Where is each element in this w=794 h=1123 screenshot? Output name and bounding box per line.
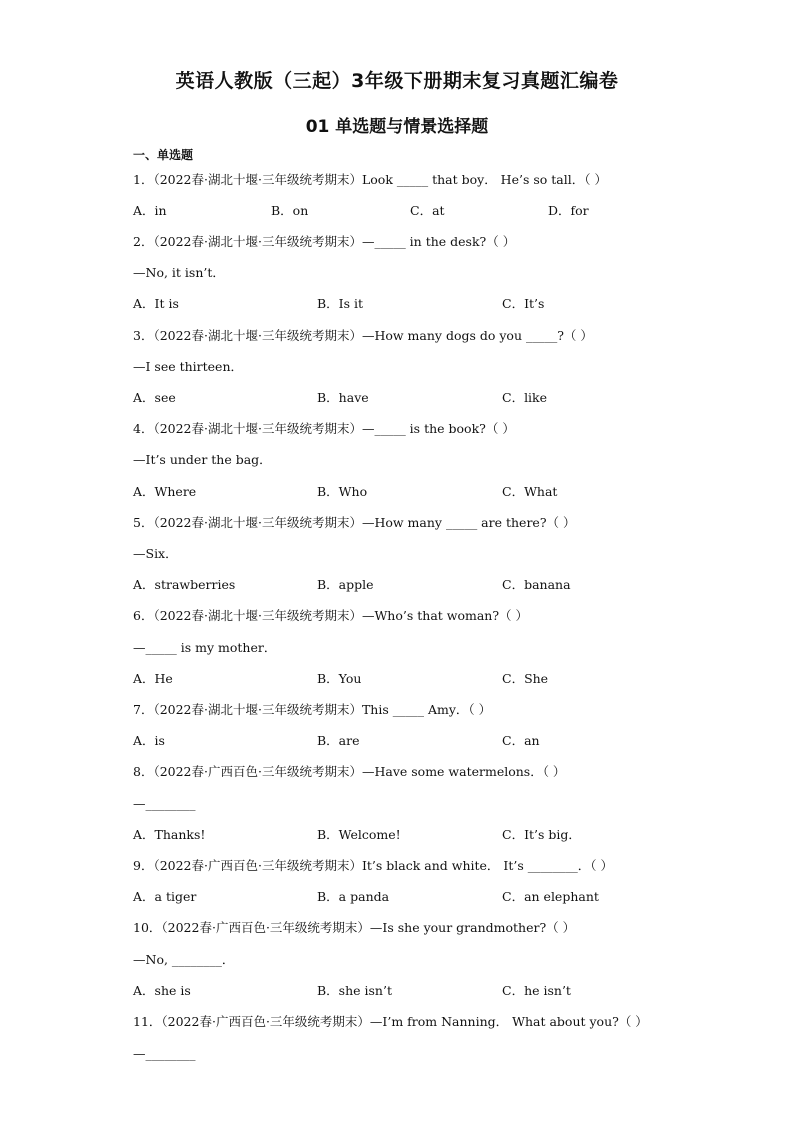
question-reply-4: —It’s under the bag． [133,452,272,467]
option-6c: C．She [502,671,549,686]
option-1c: C．at [410,203,445,218]
question-reply-6: —_____ is my mother． [133,640,277,655]
option-4b: B．Who [317,484,368,499]
option-9b: B．a panda [317,889,390,904]
option-7a: A．is [133,733,165,748]
question-stem-9: 9．（2022春·广西百色·三年级统考期末）It’s black and white． It’s ________．（ ） [133,858,613,873]
option-7b: B．are [317,733,360,748]
question-reply-2: —No, it isn’t． [133,265,225,280]
question-reply-5: —Six． [133,546,178,561]
option-1b: B．on [271,203,309,218]
question-stem-1: 1．（2022春·湖北十堰·三年级统考期末）Look _____ that boy． He’s so tall．（ ） [133,172,607,187]
option-5a: A．strawberries [133,577,236,592]
question-stem-3: 3．（2022春·湖北十堰·三年级统考期末）—How many dogs do you _____?（ ） [133,328,593,343]
option-3a: A．see [133,390,176,405]
question-stem-4: 4．（2022春·湖北十堰·三年级统考期末）—_____ is the book?（ ） [133,421,515,436]
question-stem-7: 7．（2022春·湖北十堰·三年级统考期末）This _____ Amy．（ ） [133,702,492,717]
option-4a: A．Where [133,484,197,499]
option-2c: C．It’s [502,296,545,311]
option-5b: B．apple [317,577,374,592]
section-heading: 一、单选题 [133,148,194,162]
option-2b: B．Is it [317,296,364,311]
question-stem-8: 8．（2022春·广西百色·三年级统考期末）—Have some watermelons．（ ） [133,764,566,779]
question-reply-3: —I see thirteen． [133,359,244,374]
option-4c: C．What [502,484,558,499]
question-reply-10: —No, ________． [133,952,235,967]
option-1a: A．in [133,203,167,218]
question-reply-11: —________ [133,1046,196,1061]
option-10c: C．he isn’t [502,983,571,998]
option-1d: D．for [548,203,589,218]
question-stem-2: 2．（2022春·湖北十堰·三年级统考期末）—_____ in the desk?（ ） [133,234,516,249]
document-subtitle: 01 单选题与情景选择题 [305,117,489,137]
question-stem-10: 10．（2022春·广西百色·三年级统考期末）—Is she your grandmother?（ ） [133,920,576,935]
option-3c: C．like [502,390,548,405]
question-stem-5: 5．（2022春·湖北十堰·三年级统考期末）—How many _____ are there?（ ） [133,515,576,530]
option-5c: C．banana [502,577,571,592]
option-10b: B．she isn’t [317,983,392,998]
document-title: 英语人教版（三起）3年级下册期末复习真题汇编卷 [175,70,619,92]
option-6a: A．He [133,671,173,686]
option-9c: C．an elephant [502,889,599,904]
question-stem-11: 11．（2022春·广西百色·三年级统考期末）—I’m from Nanning． What about you?（ ） [133,1014,648,1029]
option-3b: B．have [317,390,369,405]
question-stem-6: 6．（2022春·湖北十堰·三年级统考期末）—Who’s that woman?（ ） [133,608,529,623]
option-9a: A．a tiger [133,889,197,904]
option-7c: C．an [502,733,540,748]
option-8a: A．Thanks! [133,827,206,842]
question-reply-8: —________ [133,796,196,811]
option-10a: A．she is [133,983,191,998]
option-2a: A．It is [133,296,179,311]
option-6b: B．You [317,671,362,686]
option-8c: C．It’s big． [502,827,581,842]
option-8b: B．Welcome! [317,827,401,842]
